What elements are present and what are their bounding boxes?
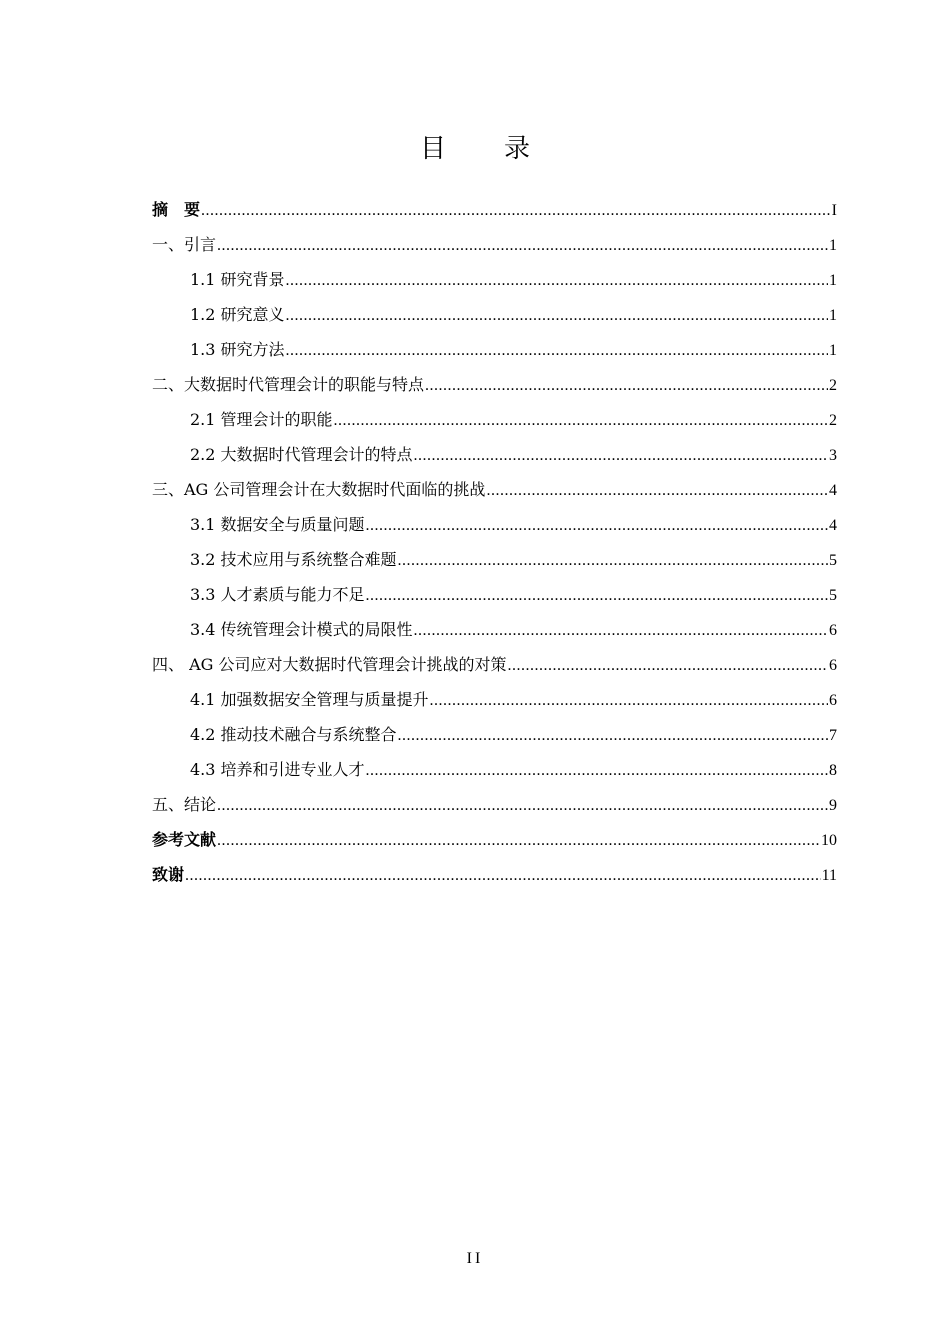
toc-entry-3-4[interactable] — [152, 612, 837, 647]
dot-leader — [366, 753, 828, 788]
toc-entry-label: 1.3 研究方法 — [190, 340, 285, 359]
page-number: II — [466, 1250, 484, 1267]
toc-entry-label: 1.2 研究意义 — [190, 305, 285, 324]
toc-entry-3-3[interactable] — [152, 577, 837, 612]
toc-entry-page: 1 — [829, 272, 837, 289]
toc-entry-acknowledgements[interactable] — [152, 857, 837, 892]
toc-entry-references[interactable] — [152, 822, 837, 857]
toc-entry-page: I — [831, 202, 837, 219]
toc-entry-page: 5 — [829, 587, 837, 604]
table-of-contents — [152, 192, 837, 892]
toc-entry-chapter-2[interactable] — [152, 367, 837, 402]
page-title: 目录 — [419, 134, 588, 165]
toc-entry-page: 6 — [829, 622, 837, 639]
toc-entry-label: 2.1 管理会计的职能 — [190, 410, 333, 429]
toc-entry-label: 3.4 传统管理会计模式的局限性 — [190, 620, 413, 639]
dot-leader — [286, 333, 828, 368]
toc-entry-1-3[interactable] — [152, 332, 837, 367]
toc-entry-page: 1 — [829, 307, 837, 324]
toc-entry-label: 摘要 — [152, 200, 217, 219]
toc-entry-label: 二、大数据时代管理会计的职能与特点 — [152, 375, 425, 394]
toc-entry-page: 4 — [829, 517, 837, 534]
toc-entry-3-2[interactable] — [152, 542, 837, 577]
toc-entry-3-1[interactable] — [152, 507, 837, 542]
toc-entry-chapter-4[interactable] — [152, 647, 837, 682]
toc-entry-1-2[interactable] — [152, 297, 837, 332]
toc-entry-page: 6 — [829, 657, 837, 674]
toc-entry-label: 致谢 — [152, 865, 185, 884]
toc-entry-label: 四、 AG 公司应对大数据时代管理会计挑战的对策 — [152, 655, 507, 674]
toc-entry-1-1[interactable] — [152, 262, 837, 297]
dot-leader — [334, 403, 828, 438]
dot-leader — [366, 578, 828, 613]
toc-entry-chapter-3[interactable] — [152, 472, 837, 507]
toc-entry-label: 一、引言 — [152, 235, 217, 254]
toc-entry-page: 9 — [829, 797, 837, 814]
toc-entry-2-1[interactable] — [152, 402, 837, 437]
dot-leader — [398, 718, 828, 753]
toc-entry-label: 2.2 大数据时代管理会计的特点 — [190, 445, 413, 464]
dot-leader — [414, 613, 828, 648]
toc-entry-page: 4 — [829, 482, 837, 499]
toc-entry-label: 4.2 推动技术融合与系统整合 — [190, 725, 397, 744]
toc-entry-label: 4.3 培养和引进专业人才 — [190, 760, 365, 779]
toc-entry-page: 7 — [829, 727, 837, 744]
toc-entry-2-2[interactable] — [152, 437, 837, 472]
toc-entry-page: 11 — [821, 867, 837, 884]
toc-entry-page: 2 — [829, 377, 837, 394]
toc-entry-page: 3 — [829, 447, 837, 464]
dot-leader — [508, 648, 828, 683]
toc-entry-page: 5 — [829, 552, 837, 569]
toc-entry-chapter-5[interactable] — [152, 787, 837, 822]
toc-entry-4-3[interactable] — [152, 752, 837, 787]
toc-entry-label: 1.1 研究背景 — [190, 270, 285, 289]
dot-leader — [425, 368, 828, 403]
toc-entry-4-2[interactable] — [152, 717, 837, 752]
toc-entry-chapter-1[interactable] — [152, 227, 837, 262]
toc-entry-label: 参考文献 — [152, 830, 217, 849]
toc-entry-label: 五、结论 — [152, 795, 217, 814]
dot-leader — [217, 228, 828, 263]
toc-entry-abstract[interactable] — [152, 192, 837, 227]
dot-leader — [366, 508, 828, 543]
toc-entry-label: 3.1 数据安全与质量问题 — [190, 515, 365, 534]
toc-entry-page: 1 — [829, 237, 837, 254]
toc-entry-page: 8 — [829, 762, 837, 779]
dot-leader — [486, 473, 828, 508]
dot-leader — [430, 683, 828, 718]
dot-leader — [286, 263, 828, 298]
toc-entry-label: 3.2 技术应用与系统整合难题 — [190, 550, 397, 569]
dot-leader — [217, 788, 828, 823]
toc-entry-label: 4.1 加强数据安全管理与质量提升 — [190, 690, 429, 709]
dot-leader — [201, 193, 831, 228]
toc-entry-label: 3.3 人才素质与能力不足 — [190, 585, 365, 604]
dot-leader — [217, 823, 820, 858]
toc-entry-page: 6 — [829, 692, 837, 709]
toc-entry-page: 1 — [829, 342, 837, 359]
dot-leader — [185, 858, 821, 893]
dot-leader — [414, 438, 828, 473]
dot-leader — [286, 298, 828, 333]
toc-entry-4-1[interactable] — [152, 682, 837, 717]
dot-leader — [398, 543, 828, 578]
toc-entry-page: 10 — [821, 832, 837, 849]
toc-entry-label: 三、AG 公司管理会计在大数据时代面临的挑战 — [152, 480, 486, 499]
toc-entry-page: 2 — [829, 412, 837, 429]
